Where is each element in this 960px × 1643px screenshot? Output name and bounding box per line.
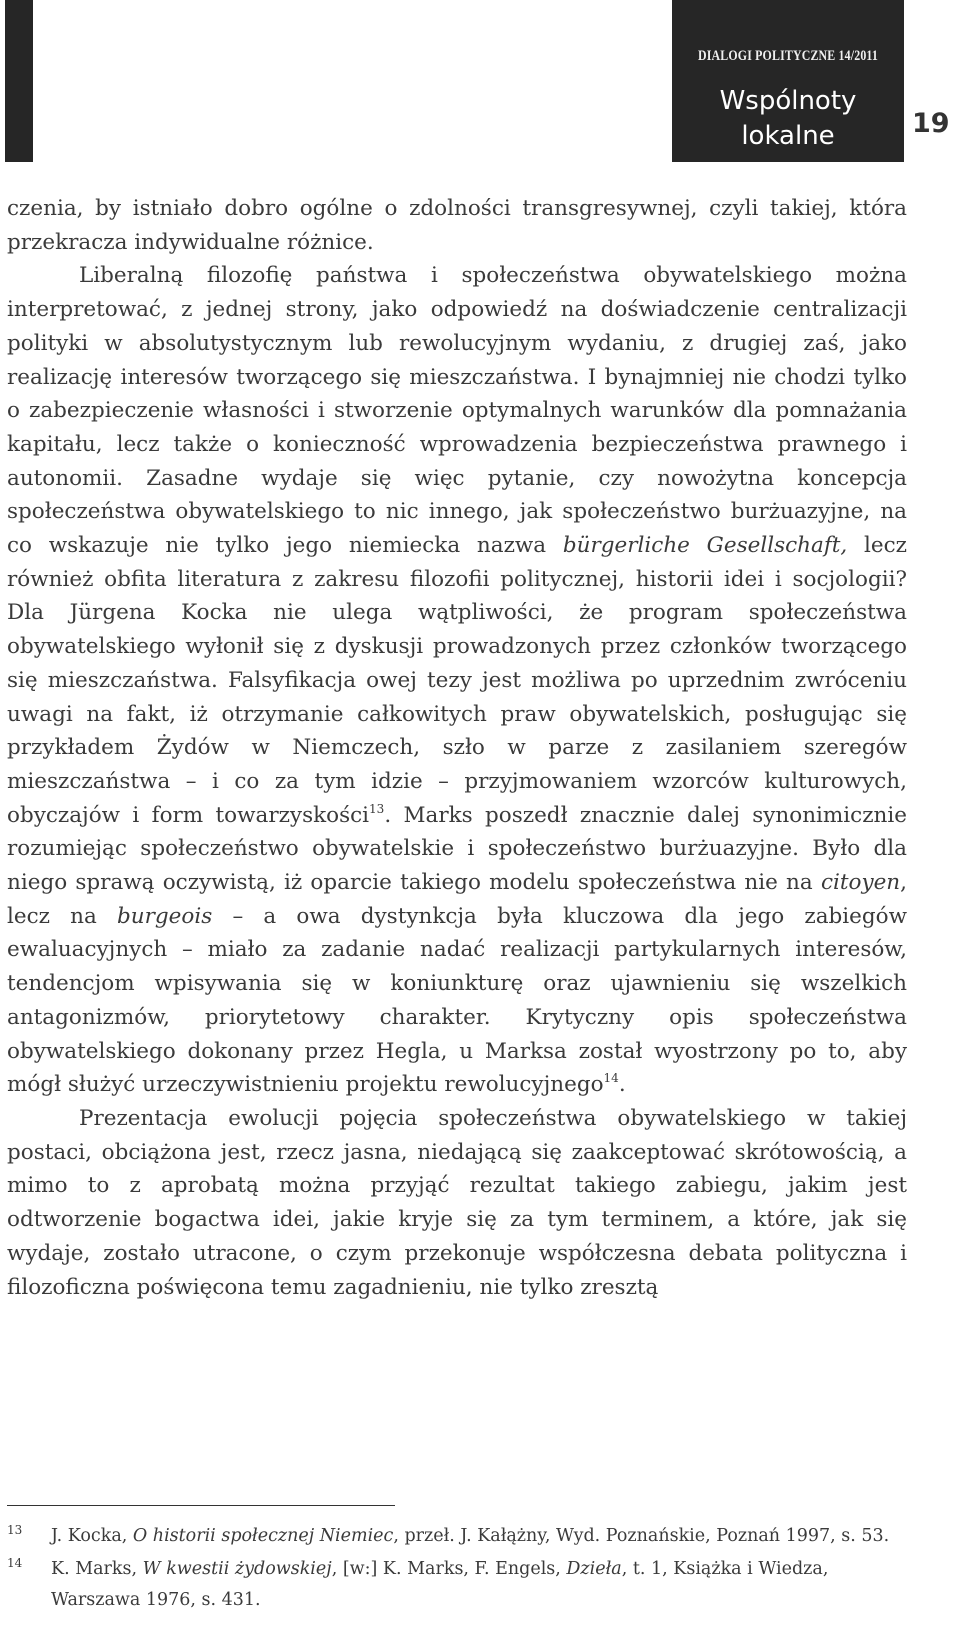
- footnote-text: K. Marks,: [51, 1559, 143, 1579]
- footnote-ref-14: 14: [603, 1071, 619, 1086]
- section-title-line-1: Wspólnoty: [719, 86, 857, 116]
- left-margin-bar: [5, 0, 33, 162]
- section-title: [672, 84, 904, 154]
- text-run: .: [618, 1072, 626, 1098]
- footnote-ref-13: 13: [369, 801, 385, 816]
- italic-term: bürgerliche Gesellschaft,: [562, 533, 848, 559]
- main-text: [7, 192, 907, 1304]
- footnote-14: [7, 1554, 907, 1616]
- footnote-title: W kwestii żydowskiej: [142, 1559, 332, 1579]
- italic-term: citoyen: [820, 870, 901, 896]
- paragraph-2: [7, 259, 907, 1102]
- footnote-title: O historii społecznej Niemiec: [132, 1526, 394, 1546]
- footnote-number: 13: [7, 1523, 23, 1537]
- text-run: – a owa dystynkcja była kluczowa dla jego zabiegów ewaluacyjnych – miało za zadanie nadać realizacji partykularnych interesów, tendencjom wpisywania się w koniunkturę oraz ujawnieniu się wszelkich antagonizmów, priorytetowy charakter. Krytyczny opis społeczeństwa obywatelskiego dokonany przez Hegla, u Marksa został wyostrzony po to, aby mógł służyć urzeczywistnieniu projektu rewolucyjnego: [7, 903, 907, 1098]
- footnote-text: J. Kocka,: [51, 1526, 133, 1546]
- text-run: . Marks poszedł znacznie dalej synonimicznie rozumiejąc społeczeństwo obywatelskie i społeczeństwo burżuazyjne. Było dla niego sprawą oczywistą, iż oparcie takiego modelu społeczeństwa nie na: [7, 802, 907, 896]
- footnote-text: , t. 1, Książka i Wiedza, Warszawa 1976, s. 431.: [51, 1559, 829, 1610]
- footnote-13: [7, 1521, 907, 1552]
- paragraph-3: Prezentacja ewolucji pojęcia społeczeństwa obywatelskiego w takiej postaci, obciążona jest, rzecz jasna, niedającą się zaakceptować skrótowością, a mimo to z aprobatą można przyjąć rezultat takiego zabiegu, jakim jest odtworzenie bogactwa idei, jakie kryje się za tym terminem, a które, jak się wydaje, zostało utracone, o czym przekonuje współczesna debata polityczna i filozoficzna poświęcona temu zagadnieniu, nie tylko zresztą: [7, 1105, 907, 1300]
- italic-term: burgeois: [117, 903, 213, 929]
- footnote-number: 14: [7, 1556, 23, 1570]
- footnote-title: Dzieła: [566, 1559, 622, 1579]
- text-run: lecz również obfita literatura z zakresu filozofii politycznej, historii idei i socjologii? Dla Jürgena Kocka nie ulega wątpliwości, że program społeczeństwa obywatelskiego wyłonił się z dyskusji prowadzonych przez członków tworzącego się mieszczaństwa. Falsyfikacja owej tezy jest możliwa po uprzednim zwróceniu uwagi na fakt, iż otrzymanie całkowitych praw obywatelskich, posługując się przykładem Żydów w Niemczech, szło w parze z zasilaniem szeregów mieszczaństwa – i co za tym idzie – przyjmowaniem wzorców kulturowych, obyczajów i form towarzyskości: [7, 533, 907, 828]
- page-number: 19: [912, 108, 950, 139]
- running-header: [672, 0, 904, 162]
- footnotes: [7, 1521, 907, 1618]
- footnote-text: , przeł. J. Kałążny, Wyd. Poznańskie, Poznań 1997, s. 53.: [393, 1526, 890, 1546]
- footnote-text: , [w:] K. Marks, F. Engels,: [331, 1559, 567, 1579]
- text-run: , lecz na: [7, 870, 907, 929]
- paragraph-1: czenia, by istniało dobro ogólne o zdolności transgresywnej, czyli takiej, która przekracza indywidualne różnice.: [7, 196, 907, 255]
- section-title-line-2: lokalne: [741, 121, 835, 151]
- journal-title: DIALOGI POLITYCZNE 14/2011: [697, 48, 878, 64]
- text-run: Liberalną filozofię państwa i społeczeństwa obywatelskiego można interpretować, z jednej strony, jako odpowiedź na doświadczenie centralizacji polityki w absolutystycznym lub rewolucyjnym wydaniu, z drugiej zaś, jako realizację interesów tworzącego się mieszczaństwa. I bynajmniej nie chodzi tylko o zabezpieczenie własności i stworzenie optymalnych warunków dla pomnażania kapitału, lecz także o konieczność wprowadzenia bezpieczeństwa prawnego i autonomii. Zasadne wydaje się więc pytanie, czy nowożytna koncepcja społeczeństwa obywatelskiego to nic innego, jak społeczeństwo burżuazyjne, na co wskazuje nie tylko jego niemiecka nazwa: [7, 263, 907, 559]
- footnote-divider: [7, 1505, 395, 1506]
